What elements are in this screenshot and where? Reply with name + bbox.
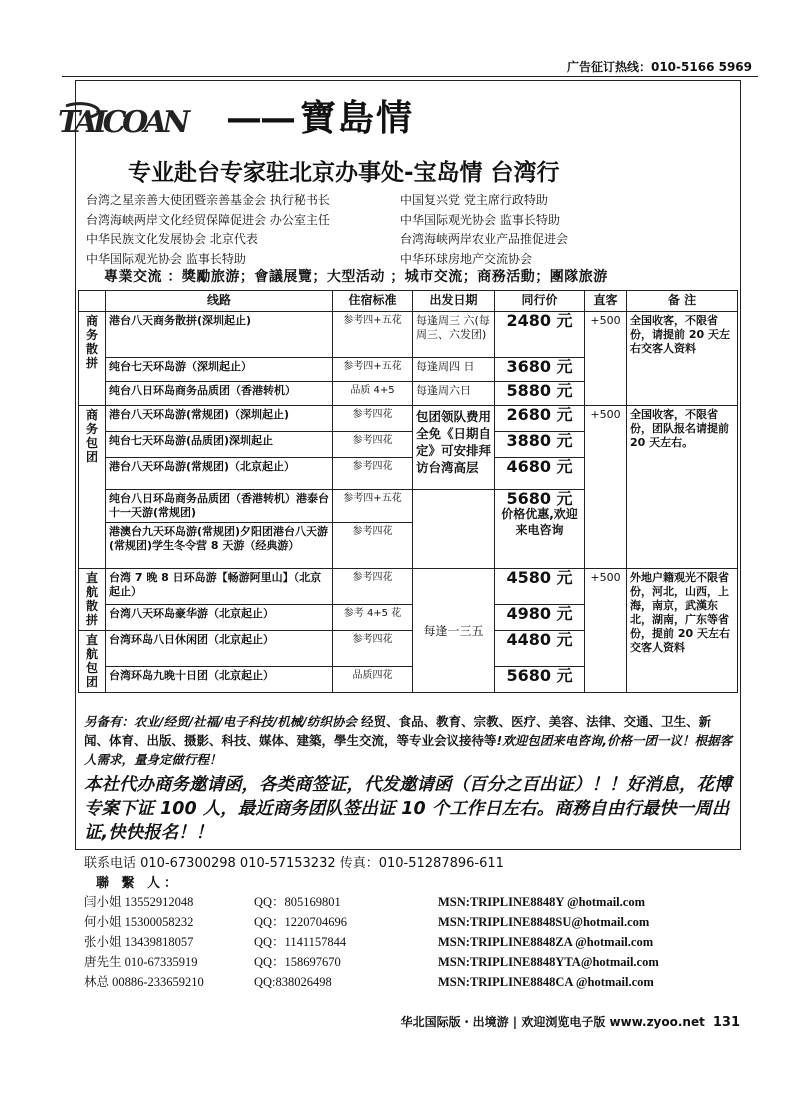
header-dep: 出发日期 (413, 291, 495, 312)
price: 2480 元 (495, 312, 585, 358)
price: 4480 元 (495, 631, 585, 667)
contact-title: 聯 繫 人： (96, 876, 182, 891)
org-right: 中华国际观光协会 监事长特助 (400, 212, 560, 227)
price: 2680 元 (495, 406, 585, 432)
organization-list (86, 191, 706, 269)
contact-name: 闫小姐 13552912048 (84, 895, 194, 909)
direct-surcharge: +500 (585, 312, 627, 406)
hotel-std: 参考四+五花 (333, 490, 413, 523)
brand-name: 寶島情 (300, 97, 415, 139)
contact-qq: QQ：158697670 (254, 955, 341, 969)
route: 纯台八日环岛商务品质团（香港转机） (106, 382, 333, 406)
table-header-row (79, 291, 738, 312)
header-route: 线路 (106, 291, 333, 312)
org-left: 台湾海峡两岸文化经贸保障促进会 办公室主任 (86, 212, 330, 227)
hotel-std: 品质四花 (333, 667, 413, 693)
org-left: 中华民族文化发展协会 北京代表 (86, 232, 258, 246)
list-item (84, 912, 659, 932)
list-item (84, 892, 659, 912)
contact-name: 张小姐 13439818057 (84, 935, 194, 949)
category-direct-scatter: 直航散拼 (79, 569, 106, 631)
hotel-std: 参考四+五花 (333, 358, 413, 382)
org-row (86, 191, 706, 211)
page-number: 131 (712, 1015, 740, 1030)
category-business-scatter: 商务散拼 (79, 312, 106, 406)
contact-name: 林总 00886-233659210 (84, 975, 204, 989)
also-label: 另备有：农业/经贸/社福/电子科技/机械/纺织协会 (84, 714, 357, 729)
org-left: 中华国际观光协会 监事长特助 (86, 251, 246, 266)
hotel-std: 参考四花 (333, 631, 413, 667)
contact-name: 何小姐 15300058232 (84, 915, 194, 929)
route: 港台八天环岛游(常规团)（北京起止） (106, 458, 333, 490)
table-row (79, 406, 738, 432)
tour-price-table (78, 290, 738, 693)
brand-title (226, 90, 414, 141)
departure: 每逢周六日 (413, 382, 495, 406)
page-footer (0, 1013, 740, 1030)
departure: 包团领队费用全免《日期自定》可安排拜访台湾高层 (413, 406, 495, 490)
also-body: 经贸、食品、教育、宗教、医疗、美容、法律、交通、卫生、新闻、体育、出版、摄影、科技、媒体、建築，學生交流，等专业会议接待等 (84, 714, 712, 748)
org-row (86, 211, 706, 231)
route: 纯台七天环岛游(品质团)深圳起止 (106, 432, 333, 458)
ad-hotline: 广告征订热线：010-5166 5969 (566, 60, 752, 74)
org-row (86, 230, 706, 250)
direct-surcharge: +500 (585, 406, 627, 569)
contact-msn: MSN:TRIPLINE8848SU@hotmail.com (438, 915, 650, 929)
route: 台湾环岛八日休闲团（北京起止） (106, 631, 333, 667)
svg-text:TAICOAN: TAICOAN (58, 105, 190, 140)
contact-name: 唐先生 010-67335919 (84, 955, 198, 969)
price: 5680 元 (495, 667, 585, 693)
price-note: 价格优惠,欢迎来电咨询 (501, 507, 578, 537)
departure-blank (413, 490, 495, 569)
note: 全国收客，不限省份，团队报名请提前 20 天左右。 (627, 406, 738, 569)
header-blank (79, 291, 106, 312)
departure: 每逢一三五 (413, 569, 495, 693)
contact-msn: MSN:TRIPLINE8848Y @hotmail.com (438, 895, 645, 909)
price: 5880 元 (495, 382, 585, 406)
list-item (84, 972, 659, 992)
also-offer-text (84, 712, 734, 769)
route: 台湾环岛九晚十日团（北京起止） (106, 667, 333, 693)
route: 台湾 7 晚 8 日环岛游【畅游阿里山】（北京起止） (106, 569, 333, 605)
hotel-std: 参考四花 (333, 523, 413, 569)
list-item (84, 952, 659, 972)
hotel-std: 品质 4+5 (333, 382, 413, 406)
price: 4680 元 (495, 458, 585, 490)
org-left: 台湾之星亲善大使团暨亲善基金会 执行秘书长 (86, 193, 330, 207)
header-std: 住宿标准 (333, 291, 413, 312)
direct-surcharge: +500 (585, 569, 627, 693)
note: 全国收客，不限省份，请提前 20 天左右交客人资料 (627, 312, 738, 406)
route: 纯台七天环岛游（深圳起止） (106, 358, 333, 382)
table-row (79, 569, 738, 605)
price: 3680 元 (495, 358, 585, 382)
price-group (495, 490, 585, 569)
header-note: 备 注 (627, 291, 738, 312)
also-tail: !欢迎包团来电咨询,价格一团一议！根据客人需求，量身定做行程！ (84, 733, 732, 767)
services-line: 專業交流 ：獎勵旅游；會議展覽；大型活动 ；城市交流；商務活動；團隊旅游 (104, 269, 608, 285)
route: 港澳台九天环岛游(常规团)夕阳团港台八天游(常规团)学生冬令营 8 天游（经典游） (106, 523, 333, 569)
hotel-std: 参考四+五花 (333, 312, 413, 358)
taicoan-logo (56, 98, 196, 142)
contact-qq: QQ:838026498 (254, 975, 332, 989)
category-direct-group: 直航包团 (79, 631, 106, 693)
contact-msn: MSN:TRIPLINE8848CA @hotmail.com (438, 975, 654, 989)
price: 4580 元 (495, 569, 585, 605)
hotel-std: 参考四花 (333, 406, 413, 432)
contact-qq: QQ：1141157844 (254, 935, 347, 949)
org-right: 中华环球房地产交流协会 (400, 251, 533, 266)
hotel-std: 参考四花 (333, 432, 413, 458)
org-right: 台湾海峡两岸农业产品推促进会 (400, 232, 569, 246)
hotel-std: 参考四花 (333, 569, 413, 605)
header-direct: 直客 (585, 291, 627, 312)
contact-qq: QQ：1220704696 (254, 915, 348, 929)
contact-qq: QQ：805169801 (254, 895, 341, 909)
price: 3880 元 (495, 432, 585, 458)
page-title: 专业赴台专家驻北京办事处-宝岛情 台湾行 (128, 160, 560, 186)
note: 外地户籍观光不限省份，河北，山西，上海，南京，武漢东北，湖南，广东等省份，提前 20 天左右交客人资料 (627, 569, 738, 693)
hotel-std: 参考 4+5 花 (333, 605, 413, 631)
route: 纯台八日环岛商务品质团（香港转机）港泰台十一天游(常规团) (106, 490, 333, 523)
hotel-std: 参考四花 (333, 458, 413, 490)
departure: 每逢周三 六(每周三、六发团) (413, 312, 495, 358)
contact-list (84, 892, 659, 992)
brand-dash: —— (226, 97, 294, 139)
departure: 每逢周四 日 (413, 358, 495, 382)
list-item (84, 932, 659, 952)
contact-msn: MSN:TRIPLINE8848YTA@hotmail.com (438, 955, 659, 969)
contact-msn: MSN:TRIPLINE8848ZA @hotmail.com (438, 935, 654, 949)
route: 港台八天环岛游(常规团)（深圳起止) (106, 406, 333, 432)
contact-phone: 联系电话 010-67300298 010-57153232 传真：010-51287896-611 (84, 856, 504, 871)
visa-promo: 本社代办商务邀请函，各类商签证，代发邀请函（百分之百出证）！！好消息，花博专案下证 100 人，最近商务团队签出证 10 个工作日左右。商務自由行最快一周出证,快快报名！！ (84, 775, 732, 843)
price: 4980 元 (495, 605, 585, 631)
table-row (79, 312, 738, 358)
route: 台湾八天环岛豪华游（北京起止） (106, 605, 333, 631)
top-rule (62, 76, 758, 77)
footer-text: 华北国际版・出境游 | 欢迎浏览电子版 www.zyoo.net (400, 1015, 705, 1029)
header-price: 同行价 (495, 291, 585, 312)
price: 5680 元 (506, 489, 573, 508)
route: 港台八天商务散拼(深圳起止) (106, 312, 333, 358)
category-business-group: 商务包团 (79, 406, 106, 569)
org-right: 中国复兴党 党主席行政特助 (400, 193, 548, 207)
